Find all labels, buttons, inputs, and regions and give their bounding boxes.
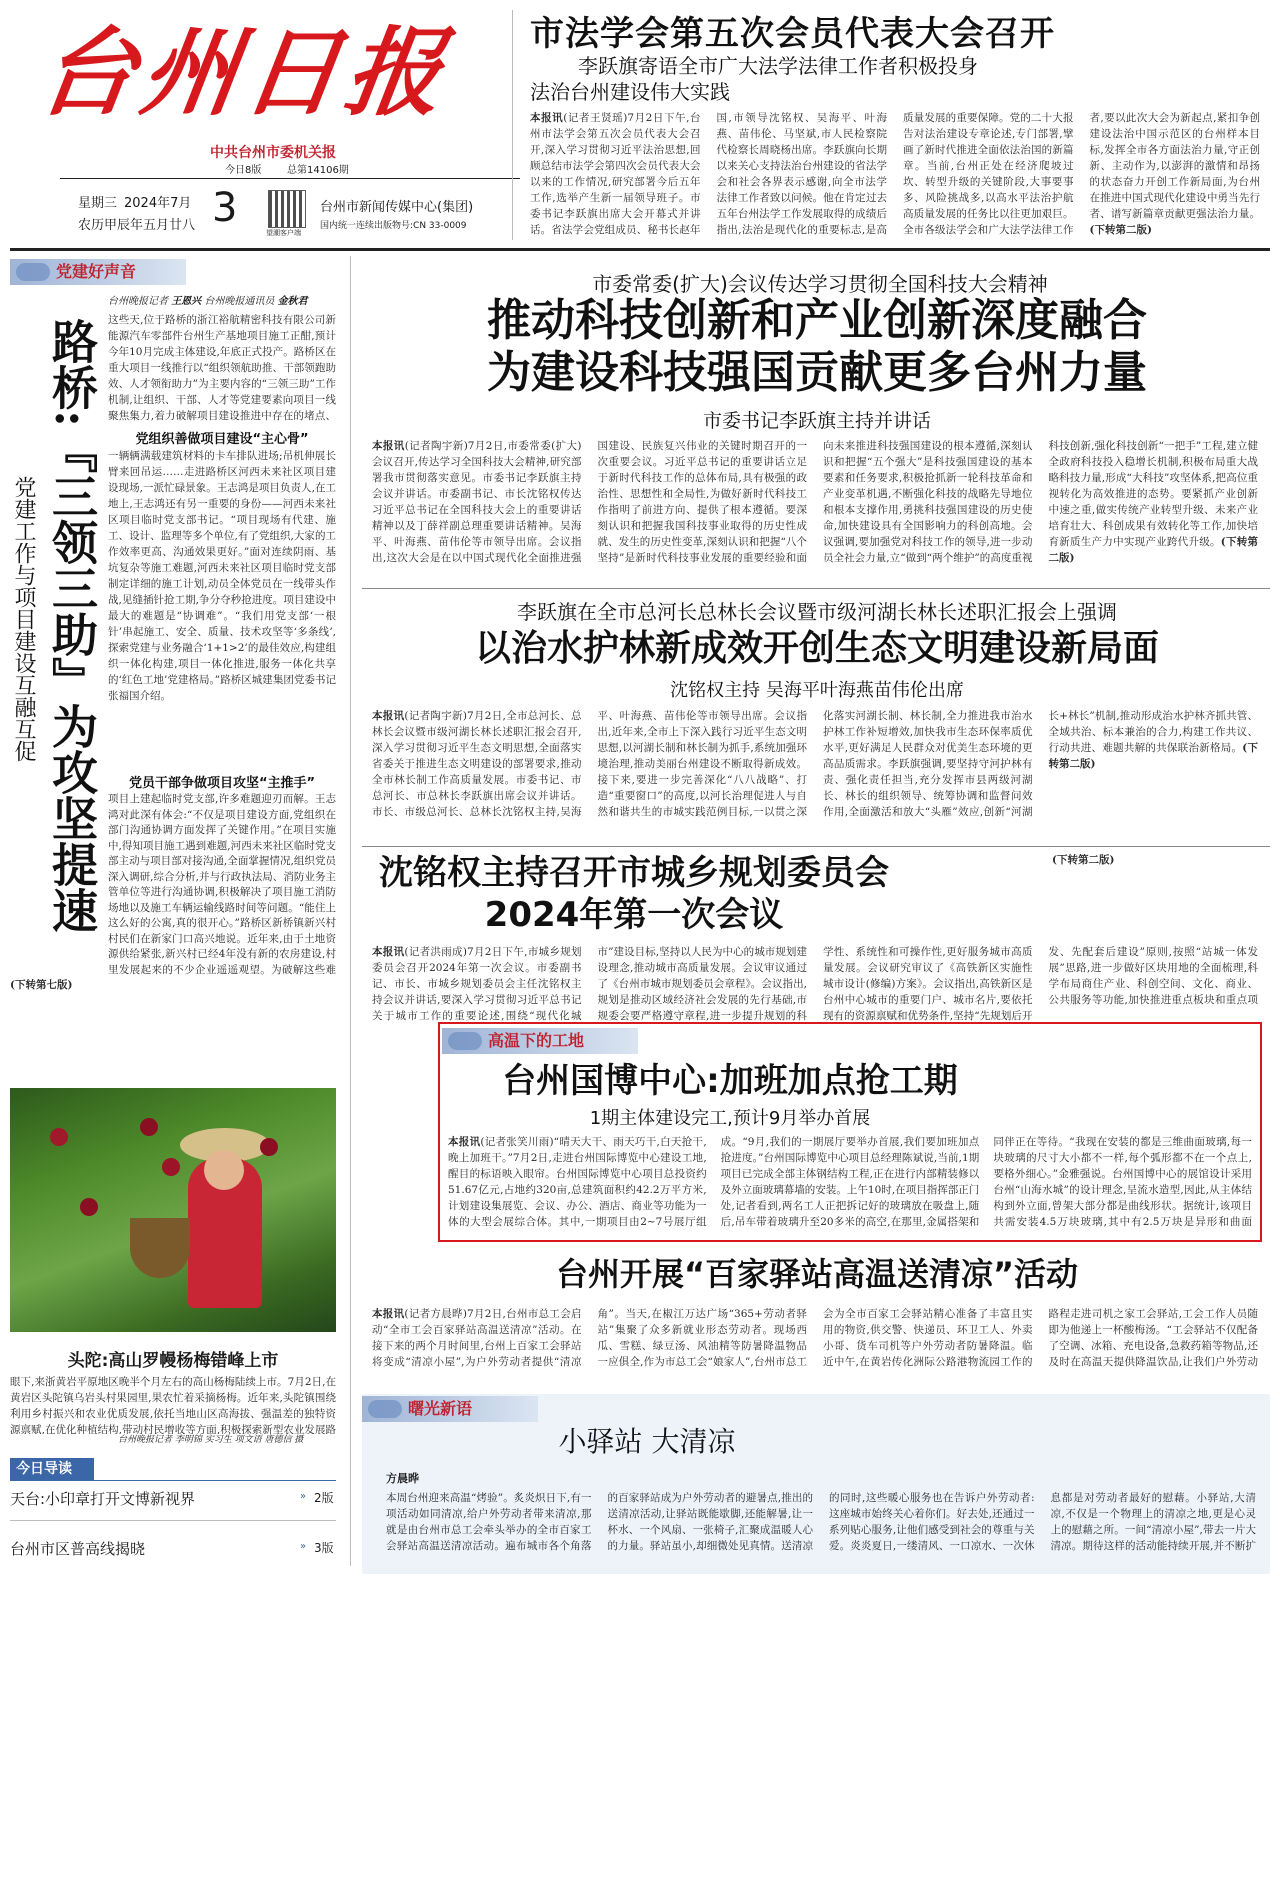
planning-text: 7月2日下午,市城乡规划委员会召开2024年第一次会议。市委副书记、市长、市城乡规划委员会主任沈铭权主持会议并讲话,要深入学习贯彻习近平总书记关于城市工作的重要论述,围绕“现代化城市”建设目标,坚持以人民为中心的城市规划建设理念,推动城市高质量发展。会议审议通过了《台州市城市规划委员会章程》。会议指出,规划是推动区域经济社会发展的先行基础,市规委会要严格遵守章程,进一步提升规划的科学性、系统性和可操作性,更好服务城市高质量发展。会议研究审议了《高铁新区实施性城市设计(修编)方案》。会议指出,高铁新区是台州中心城市的重要门户、城市名片,要依托现有的资源禀赋和优势条件,坚持“先规划后开发、先配套后建设”原则,按照“站城一体发展”思路,进一步做好区块用地的全面梳理,科学布局商住产业、科创空间、文化、商业、公共服务等功能,加快推进重点板块和重点项 bbox=[372, 946, 1258, 1022]
tech-continued: (下转第二版) bbox=[1048, 536, 1258, 564]
tech-body bbox=[372, 438, 1258, 580]
tech-bottom-rule bbox=[362, 588, 1270, 589]
top-story-text: 7月2日下午,台州市法学会第五次会员代表大会召开,深入学习贯彻习近平法治思想,回顾总结市法学会第四次会员代表大会以来的工作情况,研究部署今后五年工作,选举产生新一届领导班子。市委书记李跃旗出席大会开幕式并讲话。省法学会党组成员、秘书长赵年国,市领导沈铭权、吴海平、叶海燕、苗伟伦、马坚斌,市人民检察院代检察长周晓杨出席。李跃旗向长期以来关心支持法治台州建设的省法学会和社会各界表示感谢,向全市法学法律工作者致以问候。他在肯定过去五年台州法学工作发展取得的成绩后指出,法治是现代化的重要标志,是高质量发展的重要保障。党的二十大报告对法治建设专章论述,专门部署,擘画了新时代推进全面依法治国的新篇章。当前,台州正处在经济爬坡过坎、转型升级的关键阶段,大事要事多、风险挑战多,以高水平法治护航高质量发展的任务比以往更加艰巨。全市各级法学会和广大法学法律工作者,要以此次大会为新起点,紧扣争创建设法治中国示范区的台州样本目标,发挥全市各方面法治力量,守正创新、主动作为,以澎湃的激情和昂扬的状态奋力开创工作新局面,为台州在推进中国式现代化建设中勇当先行者、谱写新篇章贡献更强法治力量。 bbox=[530, 112, 1260, 236]
guide-item-1-arrow-icon: » bbox=[300, 1491, 307, 1502]
top-story-title: 市法学会第五次会员代表大会召开 bbox=[530, 14, 1055, 54]
museum-rubric bbox=[442, 1028, 638, 1054]
tech-kicker: 市委常委(扩大)会议传达学习贯彻全国科技大会精神 bbox=[592, 272, 1048, 296]
sidebar-body-bottom bbox=[108, 792, 336, 978]
guide-item-2[interactable] bbox=[10, 1538, 336, 1562]
tech-title-line-1: 推动科技创新和产业创新深度融合 bbox=[487, 295, 1147, 346]
river-title: 以治水护林新成效开创生态文明建设新局面 bbox=[474, 628, 1159, 669]
sidebar-section-1: 党组织善做项目建设“主心骨” bbox=[135, 432, 309, 447]
sidebar-body-bottom-text: 项目上建起临时党支部,许多难题迎刃而解。王志鸿对此深有体会:“不仅是项目建设方面,党组织在部门沟通协调方面发挥了关键作用。”在项目实施中,得知项目施工遇到难题,河西未来社区临时党支部主动与项目部对接沟通,全面掌握情况,组织党员深入调研,综合分析,并与行政执法局、消防业务主管单位等进行沟通协调,积极解决了项目施工消防场地以及施工车辆运输线路时间等问题。“能住上这么好的公寓,真的很开心。”路桥区新桥镇新兴村村民们在新家门口高兴地说。近年来,由于土地资源供给紧张,新兴村已经4年没有新的农房建设,村里发展起来的不少企业遥遥观望。为破解这些难 bbox=[108, 793, 336, 976]
column-text: 本周台州迎来高温“烤验”。炙炎炽日下,有一项活动如同清凉,给户外劳动者带来清凉,那就是由台州市总工会牵头举办的全市百家工会驿站高温送清凉活动。遍布城市各个角落的百家驿站成为户外劳动者的避暑点,推出的送清凉活动,让驿站既能歇脚,还能解暑,让一杯水、一个风扇、一张椅子,汇聚成温暖人心的力量。驿站虽小,却细微处见真情。送清凉的同时,这些暖心服务也在告诉户外劳动者:这座城市始终关心着你们。好去处,还通过一系列贴心服务,让他们感受到社会的尊重与关爱。炎炎夏日,一缕清风、一口凉水、一次休息都是对劳动者最好的慰藉。小驿站,大清凉,不仅是一个物理上的清凉之地,更是心灵上的慰藉之所。一间“清凉小屋”,带去一片大清凉。期待这样的活动能持续开展,并不断扩 bbox=[386, 1492, 1256, 1552]
masthead-divider bbox=[60, 178, 520, 179]
museum-byline: (记者张笑川雨) bbox=[480, 1136, 554, 1148]
top-story-continued: (下转第二版) bbox=[1089, 224, 1152, 236]
qr-code bbox=[268, 190, 306, 228]
today-pages: 今日8版 bbox=[225, 165, 262, 176]
sidebar-body-mid: 一辆辆满载建筑材料的卡车排队进场;吊机伸展长臂来回吊运……走进路桥区河西未来社区项目建设现场,一派忙碌景象。王志鸿是项目负责人,在工地上,王志鸿还有另一重要的身份——河西未来社区项目临时党支部书记。“项目现场有代建、施工、设计、监理等多个单位,有了党组织,大家的工作效率更高、沟通效果更好。”面对连续阴雨、基坑复杂等施工难题,河西未来社区项目临时党支部制定详细的施工计划,动员全体党员在一线带头作战,见缝插针抢工期,争分夺秒抢进度。项目建设中最大的难题是“协调难”。“我们用党支部‘一根针’串起施工、安全、质量、技术攻坚等‘多条线’,探索党建与业务融合‘1+1>2’的最佳效应,构建组织一体化构建,项目一体化推进,服务一体化共享的‘红色工地’党建格局。”路桥区城建集团党委书记张福国介绍。 bbox=[108, 450, 336, 702]
masthead-vdivider bbox=[512, 10, 513, 240]
publisher: 台州市新闻传媒中心(集团) bbox=[320, 200, 474, 215]
sidebar-byline-name-2: 金秋君 bbox=[277, 296, 308, 307]
cool-title: 台州开展“百家驿站高温送清凉”活动 bbox=[555, 1255, 1079, 1293]
planning-body-right bbox=[1052, 852, 1258, 944]
cn-number: 国内统一连续出版物号:CN 33-0009 bbox=[320, 221, 467, 231]
top-story-subtitle-1: 李跃旗寄语全市广大法学法律工作者积极投身 bbox=[578, 54, 978, 78]
guide-item-1[interactable] bbox=[10, 1488, 336, 1512]
sidebar-body-tail bbox=[10, 978, 336, 1060]
day-number: 3 bbox=[212, 185, 238, 231]
photo-caption: 头陀:高山罗幔杨梅错峰上市 bbox=[67, 1351, 279, 1371]
cool-body bbox=[372, 1306, 1258, 1384]
sidebar-rubric-label: 党建好声音 bbox=[56, 262, 137, 281]
photo-fruit-cluster bbox=[140, 1118, 158, 1136]
guide-item-2-title[interactable]: 台州市区普高线揭晓 bbox=[10, 1540, 146, 1558]
guide-item-2-arrow-icon: » bbox=[300, 1541, 307, 1552]
rubric-ornament-icon bbox=[16, 263, 50, 281]
museum-body bbox=[448, 1134, 1252, 1234]
top-story-lead: 本报讯 bbox=[530, 112, 564, 124]
river-text: 7月2日,全市总河长、总林长会议暨市级河湖长林长述职汇报会召开,深入学习贯彻习近平生态文明思想,全面落实省委关于推进生态文明建设的部署要求,推动全市林长制工作高质量发展。市委书记、市总河长、市总林长李跃旗出席会议并讲话。市长、市级总河长、总林长沈铭权主持,吴海平、叶海燕、苗伟伦等市领导出席。会议指出,近年来,全市上下深入践行习近平生态文明思想,以河湖长制和林长制为抓手,系统加强环境治理,推动美丽台州建设不断取得新成效。接下来,要进一步完善深化“八八战略”、打造“重要窗口”的高度,以河长治理促进人与自然和谐共生的市城实践范例目标,一以贯之深化落实河湖长制、林长制,全力推进我市治水护林工作补短增效,加快我市生态环保率质优水平,更好满足人民群众对优美生态环境的更高品质需求。李跃旗强调,要坚持守河护林有责、强化责任担当,充分发挥市县两级河湖长、林长的组织领导、统筹协调和监督问效作用,全面激活和放大“头雁”效应,创新“河湖长+林长”机制,推动形成治水护林齐抓共管、全域共治、标本兼治的合力,构建工作共议、行动共进、难题共解的共保联治新格局。 bbox=[372, 710, 1258, 818]
column-author: 方晨晔 bbox=[386, 1472, 419, 1485]
sidebar-byline-label-2: 台州晚报通讯员 bbox=[204, 296, 275, 307]
column-rubric bbox=[362, 1396, 538, 1422]
planning-byline: (记者洪雨成) bbox=[404, 946, 467, 958]
photo-credit: 台州晚报记者 李明锦 实习生 项文语 唐德信 摄 bbox=[118, 1435, 304, 1445]
qr-label: 望潮客户端 bbox=[266, 229, 301, 237]
photo-story-body bbox=[10, 1374, 336, 1434]
top-story-byline: (记者王贤瑶) bbox=[563, 112, 628, 124]
tech-subtitle: 市委书记李跃旗主持并讲话 bbox=[702, 410, 931, 432]
top-story-subtitle-2: 法治台州建设伟大实践 bbox=[530, 80, 730, 104]
planning-lead: 本报讯 bbox=[372, 946, 405, 958]
photo-basket-shape bbox=[130, 1218, 190, 1278]
river-lead: 本报讯 bbox=[372, 710, 405, 722]
org-line: 中共台州市委机关报 bbox=[210, 145, 336, 161]
column-body bbox=[386, 1490, 1256, 1568]
guide-item-1-title[interactable]: 天台:小印章打开文博新视界 bbox=[10, 1490, 196, 1508]
river-body bbox=[372, 708, 1258, 838]
tech-byline: (记者陶宇新) bbox=[404, 440, 468, 452]
header-bottom-rule bbox=[10, 248, 1270, 251]
guide-divider bbox=[10, 1520, 336, 1521]
river-continued: (下转第二版) bbox=[1048, 742, 1258, 770]
museum-rubric-label: 高温下的工地 bbox=[488, 1031, 585, 1050]
river-subtitle: 沈铭权主持 吴海平叶海燕苗伟伦出席 bbox=[670, 680, 964, 701]
sidebar-byline-label-1: 台州晚报记者 bbox=[108, 296, 168, 307]
sidebar-byline bbox=[108, 292, 308, 307]
issue-number: 总第14106期 bbox=[287, 165, 349, 176]
left-column-divider bbox=[350, 256, 351, 1566]
planning-title-line-1: 沈铭权主持召开市城乡规划委员会 bbox=[379, 853, 889, 893]
sidebar-title: 路桥:『三领三助』为攻坚提速 bbox=[45, 318, 99, 933]
lunar-date: 农历甲辰年五月廿八 bbox=[78, 218, 196, 233]
sidebar-byline-name-1: 王恩兴 bbox=[171, 296, 202, 307]
planning-title-line-2: 2024年第一次会议 bbox=[484, 895, 784, 935]
planning-body bbox=[372, 944, 1258, 1024]
museum-rubric-ornament-icon bbox=[448, 1032, 482, 1050]
sidebar-continued: (下转第七版) bbox=[10, 979, 73, 991]
tech-title-line-2: 为建设科技强国贡献更多台州力量 bbox=[487, 347, 1147, 398]
cool-text: 7月2日,台州市总工会启动“全市工会百家驿站高温送清凉”活动。在接下来的两个月时间里,台州上百家工会驿站将变成“清凉小屋”,为户外劳动者提供“清凉角”。当天,在椒江万达广场“365+劳动者驿站”集聚了众多新就业形态劳动者。现场西瓜、雪糕、绿豆汤、风油精等防暑降温物品一应俱全,作为市总工会“娘家人”,台州市总工会为全市百家工会驿站精心准备了丰富且实用的物资,供交警、快递员、环卫工人、外卖小哥、货车司机等户外劳动者防暑降温。临近中午,在黄岩传化洲际公路港物流园工作的路程走进司机之家工会驿站,工会工作人员随即为他递上一杯酸梅汤。“工会驿站不仅配备了空调、冰箱、充电设备,急救药箱等物品,还及时在高温天提供降温饮品,让我们户外劳动 bbox=[372, 1308, 1258, 1368]
sidebar-body-top: 这些天,位于路桥的浙江裕航精密科技有限公司新能源汽车零部件台州生产基地项目施工正酣,预计今年10月完成主体建设,年底正式投产。路桥区在重大项目一线推行以“组织领航助推、干部领跑助效、人才领衔助力”为主要内容的“三领三助”工作机制,让组织、干部、人才等党建要素向项目一线聚焦集力,着力破解项目建设推进中存在的堵点、 bbox=[108, 314, 336, 422]
sidebar-rubric bbox=[10, 259, 186, 285]
tech-text: 7月2日,市委常委(扩大)会议召开,传达学习全国科技大会精神,研究部署我市贯彻落实意见。市委书记李跃旗主持会议并讲话。市委副书记、市长沈铭权传达习近平总书记在全国科技大会上的重要讲话精神以及丁薛祥副总理重要讲话精神。吴海平、叶海燕、苗伟伦等市领导出席。会议指出,这次大会是在以中国式现代化全面推进强国建设、民族复兴伟业的关键时期召开的一次重要会议。习近平总书记的重要讲话立足于新时代科技工作的总体布局,具有极强的政治性、思想性和全局性,为做好新时代科技工作指明了前进方向、提供了根本遵循。要深刻认识和把握我国科技事业取得的历史性成就、发生的历史性变革,深刻认识和把握“八个坚持”是新时代科技事业发展的重要经验和面向未来推进科技强国建设的根本遵循,深刻认识和把握“五个强大”是科技强国建设的基本要素和任务要求,积极抢抓新一轮科技革命和产业变革机遇,不断强化科技的战略先导地位和根本支撑作用,勇挑科技强国建设的历史使命,加快建设具有全国影响力的科创高地。会议强调,要加强党对科技工作的领导,进一步动员全社会力量,立“做到“两个维护”的高度重视科技创新,强化科技创新“一把手”工程,建立健全政府科技投入稳增长机制,积极布局重大战略科技力量,形成“大科技”攻坚体系,把高位重视转化为高效推进的态势。要紧抓产业创新中速之重,做实传统产业转型升级、未来产业培育壮大、科创成果有效转化等工作,加快培育新质生产力中实现产业跨代升级。 bbox=[372, 440, 1258, 564]
column-rubric-label: 曙光新语 bbox=[408, 1399, 473, 1418]
newspaper-logo: 台州日报 bbox=[32, 16, 457, 129]
column-title: 小驿站 大清凉 bbox=[558, 1425, 736, 1458]
museum-title: 台州国博中心:加班加点抢工期 bbox=[502, 1061, 958, 1101]
river-kicker: 李跃旗在全市总河长总林长会议暨市级河湖长林长述职汇报会上强调 bbox=[517, 600, 1117, 624]
river-byline: (记者陶宇新) bbox=[404, 710, 467, 722]
column-rubric-ornament-icon bbox=[368, 1400, 402, 1418]
river-bottom-rule bbox=[362, 846, 1270, 847]
tech-lead: 本报讯 bbox=[372, 440, 405, 452]
weekday: 星期三 bbox=[78, 196, 118, 211]
sidebar-subtitle: 党建工作与项目建设互融互促 bbox=[11, 476, 36, 762]
photo-face-shape bbox=[204, 1150, 244, 1190]
guide-item-1-page: 2版 bbox=[314, 1491, 334, 1505]
today-guide-label: 今日导读 bbox=[10, 1458, 94, 1480]
cool-lead: 本报讯 bbox=[372, 1308, 405, 1320]
top-story-body bbox=[530, 110, 1260, 238]
sidebar-section-2: 党员干部争做项目攻坚“主推手” bbox=[128, 776, 316, 791]
bayberry-photo bbox=[10, 1088, 336, 1332]
guide-item-2-page: 3版 bbox=[314, 1541, 334, 1555]
museum-text: “晴天大干、雨天巧干,白天抢干,晚上加班干。”7月2日,走进台州国际博览中心建设工地,醒目的标语映入眼帘。台州国际博览中心项目总投资约51.67亿元,占地约320亩,总建筑面积约42.2万平方米,计划建设集展览、会议、办公、酒店、商业等功能为一体的大型会展综合体。其中,一期项目由2~7号展厅组成。“9月,我们的一期展厅要举办首展,我们要加班加点抢进度。”台州国际博览中心项目总经理陈斌说,当前,1期项目已完成全部主体钢结构工程,正在进行内部精装修以及外立面玻璃幕墙的安装。上午10时,在项目指挥部正门处,记者看到,两名工人正把拆记好的玻璃放在吸盘上,随后,吊车带着玻璃升至20多米的高空,在那里,金属搭架和同伴正在等待。“我现在安装的都是三维曲面玻璃,每一块玻璃的尺寸大小都不一样,每个弧形都不在一个点上,要格外细心。”金雅强说。台州国博中心的展馆设计采用台州“山海水城”的设计理念,呈流水造型,因此,从主体结构到外立面,曾架大部分都是曲线形状。据统计,该项目共需安装4.5万块玻璃,其中有2.5万块是异形和曲面 bbox=[448, 1136, 1252, 1228]
museum-subtitle: 1期主体建设完工,预计9月举办首展 bbox=[589, 1108, 871, 1129]
cool-byline: (记者方晨晔) bbox=[404, 1308, 467, 1320]
date: 2024年7月 bbox=[124, 196, 192, 211]
photo-story-text: 眼下,来浙黄岩平原地区晚半个月左右的高山杨梅陆续上市。7月2日,在黄岩区头陀镇乌岩头村果园里,果农忙着采摘杨梅。近年来,头陀镇围绕利用乡村振兴和农业优质发展,依托当地山区高海拔、强温差的独特资源禀赋,在优化种植结构,带动村民增收等方面,积极探索新型农业发展路 bbox=[10, 1376, 336, 1434]
planning-continued: (下转第二版) bbox=[1052, 854, 1115, 866]
today-guide-rule bbox=[10, 1480, 336, 1481]
museum-lead: 本报讯 bbox=[448, 1136, 481, 1148]
